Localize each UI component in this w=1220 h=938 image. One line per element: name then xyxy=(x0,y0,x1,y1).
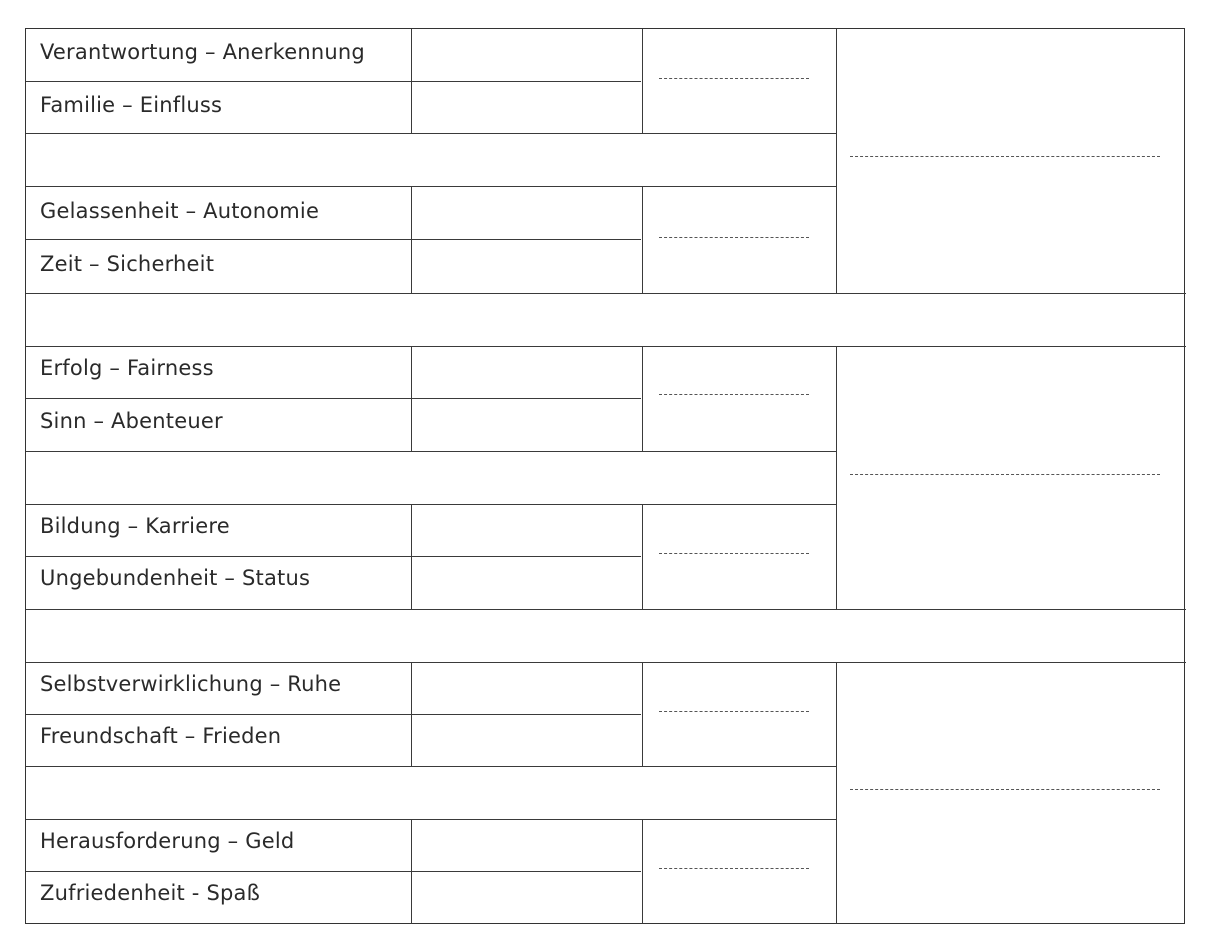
row-divider xyxy=(26,451,836,452)
pair-label: Selbstverwirklichung – Ruhe xyxy=(40,672,342,696)
answer-cell[interactable] xyxy=(412,241,642,293)
column-divider xyxy=(836,29,837,293)
answer-line[interactable] xyxy=(850,156,1160,157)
pair-label: Zufriedenheit - Spaß xyxy=(40,881,261,905)
column-divider xyxy=(642,186,643,293)
pair-label: Bildung – Karriere xyxy=(40,514,230,538)
column-divider xyxy=(411,346,412,451)
answer-cell[interactable] xyxy=(412,715,642,767)
column-divider xyxy=(836,662,837,924)
row-divider xyxy=(26,81,641,82)
pair-label: Sinn – Abenteuer xyxy=(40,409,223,433)
answer-line[interactable] xyxy=(659,394,809,395)
answer-line[interactable] xyxy=(850,474,1160,475)
answer-cell[interactable] xyxy=(412,30,642,82)
answer-line[interactable] xyxy=(659,237,809,238)
pair-label: Verantwortung – Anerkennung xyxy=(40,40,365,64)
pair-label: Zeit – Sicherheit xyxy=(40,252,215,276)
column-divider xyxy=(642,29,643,133)
row-divider xyxy=(26,556,641,557)
answer-cell[interactable] xyxy=(412,399,642,451)
column-divider xyxy=(642,819,643,924)
column-divider xyxy=(642,504,643,609)
pair-label: Erfolg – Fairness xyxy=(40,356,214,380)
column-divider xyxy=(411,29,412,133)
row-divider xyxy=(26,133,836,134)
column-divider xyxy=(836,346,837,609)
row-divider xyxy=(26,239,641,240)
answer-cell[interactable] xyxy=(412,83,642,135)
answer-cell[interactable] xyxy=(412,505,642,557)
pair-label: Herausforderung – Geld xyxy=(40,829,295,853)
pair-label: Freundschaft – Frieden xyxy=(40,724,282,748)
group-3 xyxy=(26,662,1186,924)
pair-label: Gelassenheit – Autonomie xyxy=(40,199,320,223)
column-divider xyxy=(411,186,412,293)
column-divider xyxy=(642,662,643,766)
answer-line[interactable] xyxy=(659,868,809,869)
value-comparison-worksheet xyxy=(25,28,1185,924)
row-divider xyxy=(26,714,641,715)
pair-label: Ungebundenheit – Status xyxy=(40,566,311,590)
group-1 xyxy=(26,29,1186,293)
answer-cell[interactable] xyxy=(412,347,642,399)
group-divider xyxy=(26,609,1186,610)
group-divider xyxy=(26,293,1186,294)
answer-line[interactable] xyxy=(850,789,1160,790)
group-2 xyxy=(26,346,1186,609)
column-divider xyxy=(411,819,412,924)
row-divider xyxy=(26,766,836,767)
answer-line[interactable] xyxy=(659,553,809,554)
answer-cell[interactable] xyxy=(412,820,642,872)
answer-cell[interactable] xyxy=(412,872,642,924)
answer-line[interactable] xyxy=(659,711,809,712)
row-divider xyxy=(26,186,836,187)
answer-line[interactable] xyxy=(659,78,809,79)
column-divider xyxy=(411,504,412,609)
pair-label: Familie – Einfluss xyxy=(40,93,223,117)
answer-cell[interactable] xyxy=(412,188,642,240)
row-divider xyxy=(26,504,836,505)
column-divider xyxy=(642,346,643,451)
row-divider xyxy=(26,871,641,872)
row-divider xyxy=(26,398,641,399)
answer-cell[interactable] xyxy=(412,663,642,715)
answer-cell[interactable] xyxy=(412,557,642,609)
row-divider xyxy=(26,819,836,820)
column-divider xyxy=(411,662,412,766)
